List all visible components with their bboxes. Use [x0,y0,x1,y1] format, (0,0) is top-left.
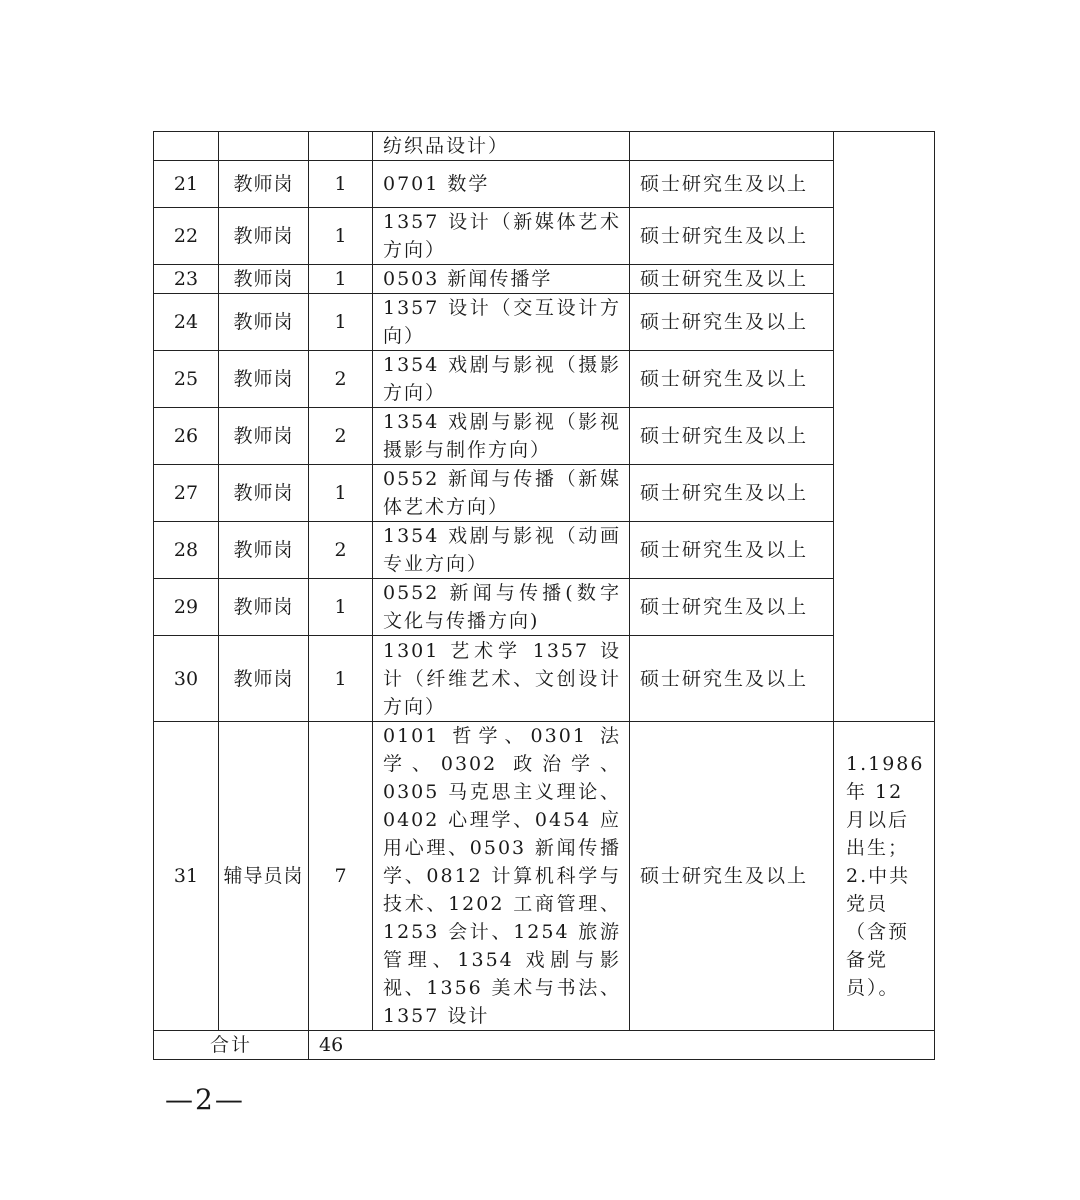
post-cell: 辅导员岗 [219,722,309,1031]
table-row-continuation [154,132,935,161]
row-number: 21 [154,161,219,208]
post-cell: 教师岗 [219,522,309,579]
row-number: 22 [154,208,219,265]
post-cell: 教师岗 [219,265,309,294]
major-cell: 纺织品设计） [373,132,630,161]
count-cell: 1 [309,265,373,294]
post-cell: 教师岗 [219,408,309,465]
row-number: 24 [154,294,219,351]
table-row [154,161,935,208]
post-cell: 教师岗 [219,465,309,522]
post-cell: 教师岗 [219,636,309,722]
major-cell: 1354 戏剧与影视（摄影方向） [373,351,630,408]
page-number: —2— [165,1083,245,1116]
major-cell: 1301 艺术学 1357 设计（纤维艺术、文创设计方向） [373,636,630,722]
degree-cell: 硕士研究生及以上 [630,161,834,208]
row-number: 26 [154,408,219,465]
table-row [154,208,935,265]
degree-cell: 硕士研究生及以上 [630,579,834,636]
count-cell: 1 [309,465,373,522]
count-cell: 2 [309,522,373,579]
post-cell: 教师岗 [219,294,309,351]
count-cell: 2 [309,408,373,465]
major-cell: 1357 设计（交互设计方向） [373,294,630,351]
count-cell: 1 [309,208,373,265]
row-number: 30 [154,636,219,722]
major-cell: 0503 新闻传播学 [373,265,630,294]
post-cell: 教师岗 [219,579,309,636]
major-cell: 0552 新闻与传播（新媒体艺术方向） [373,465,630,522]
post-cell: 教师岗 [219,208,309,265]
table-row [154,351,935,408]
table-row [154,294,935,351]
major-cell: 0552 新闻与传播(数字文化与传播方向) [373,579,630,636]
degree-cell: 硕士研究生及以上 [630,465,834,522]
major-cell: 1354 戏剧与影视（动画专业方向） [373,522,630,579]
row-number: 23 [154,265,219,294]
total-label: 合计 [154,1031,309,1060]
major-cell: 1354 戏剧与影视（影视摄影与制作方向） [373,408,630,465]
table-row [154,636,935,722]
table-row [154,579,935,636]
major-cell: 0701 数学 [373,161,630,208]
count-cell: 1 [309,636,373,722]
recruitment-table [153,131,935,1060]
post-cell: 教师岗 [219,161,309,208]
degree-cell: 硕士研究生及以上 [630,408,834,465]
row-number: 29 [154,579,219,636]
degree-cell: 硕士研究生及以上 [630,522,834,579]
table-row [154,465,935,522]
degree-cell: 硕士研究生及以上 [630,722,834,1031]
row-number: 31 [154,722,219,1031]
count-cell: 7 [309,722,373,1031]
row-number: 27 [154,465,219,522]
major-cell: 1357 设计（新媒体艺术方向） [373,208,630,265]
count-cell: 1 [309,294,373,351]
count-cell: 1 [309,161,373,208]
degree-cell: 硕士研究生及以上 [630,265,834,294]
degree-cell: 硕士研究生及以上 [630,636,834,722]
degree-cell: 硕士研究生及以上 [630,208,834,265]
requirements-note-cell: 1.1986 年 12 月以后出生；2.中共党员（含预备党员）。 [834,722,935,1031]
degree-cell: 硕士研究生及以上 [630,294,834,351]
table-row [154,522,935,579]
total-row [154,1031,935,1060]
row-number: 28 [154,522,219,579]
table-row [154,408,935,465]
major-cell: 0101 哲学、0301 法学、0302 政治学、0305 马克思主义理论、0402 心理学、0454 应用心理、0503 新闻传播学、0812 计算机科学与技术、1202 工商管理、1253 会计、1254 旅游管理、1354 戏剧与影视、1356 美术与书法、1357 设计 [373,722,630,1031]
degree-cell: 硕士研究生及以上 [630,351,834,408]
row-number: 25 [154,351,219,408]
count-cell: 2 [309,351,373,408]
table-row [154,722,935,1031]
notes-cell-empty [834,132,935,722]
post-cell: 教师岗 [219,351,309,408]
table-row [154,265,935,294]
count-cell: 1 [309,579,373,636]
total-value: 46 [309,1031,935,1060]
